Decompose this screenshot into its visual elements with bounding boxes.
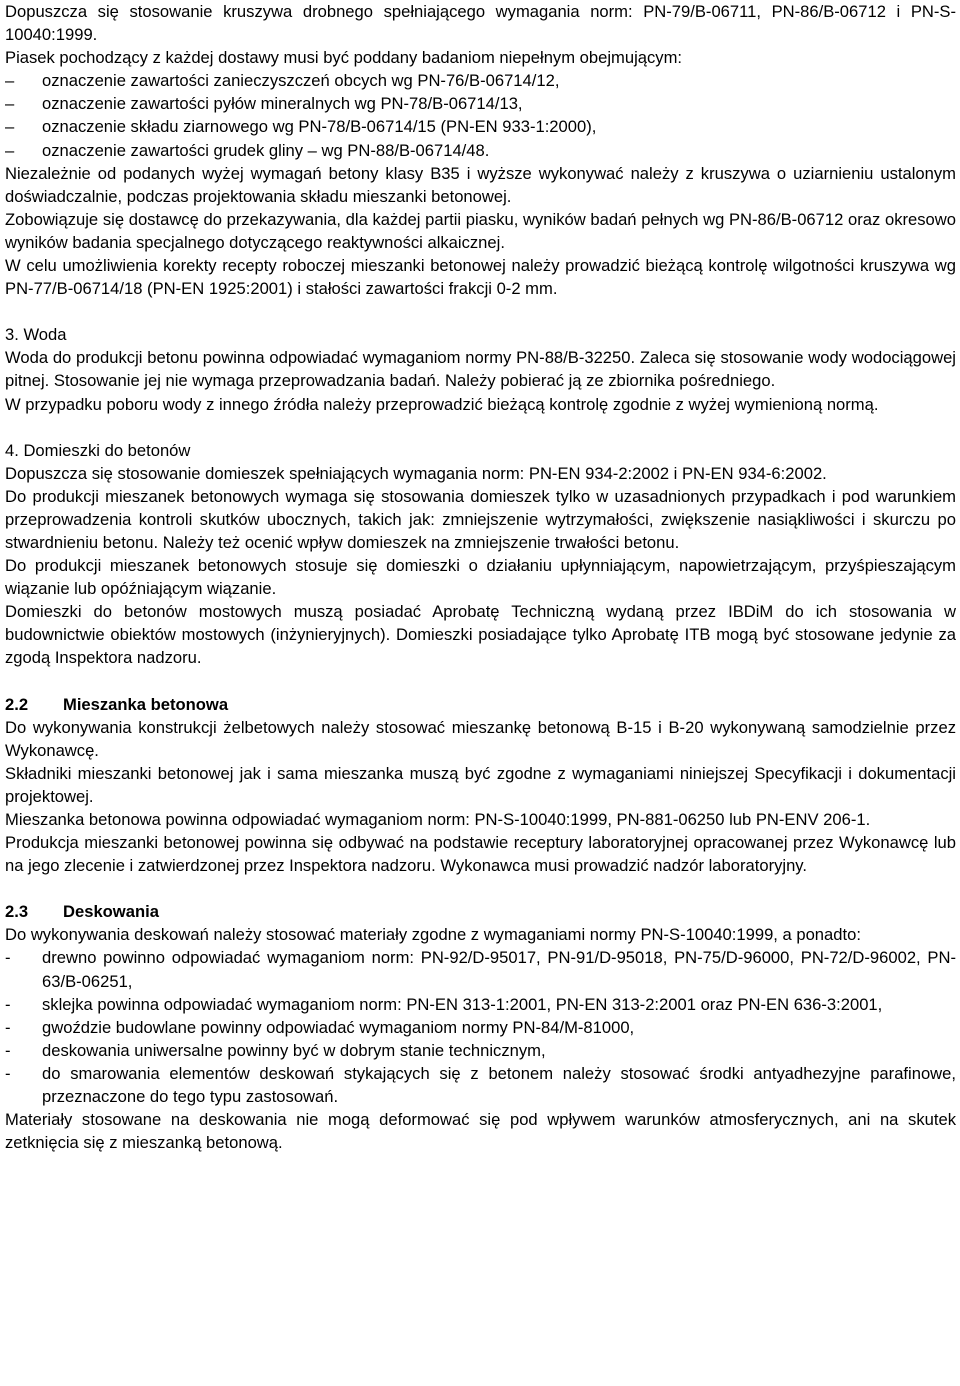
hyphen-bullet: - [5, 1063, 11, 1083]
list-item: - do smarowania elementów deskowań stykających się z betonem należy stosować środki antyadhezyjne parafinowe, przeznaczone do tego typu zastosowań. [5, 1063, 956, 1107]
paragraph-piasek-badania: Piasek pochodzący z każdej dostawy musi być poddany badaniom niepełnym obejmującym: [5, 48, 683, 68]
list-item: – oznaczenie składu ziarnowego wg PN-78/B-06714/15 (PN-EN 933-1:2000), [5, 115, 956, 138]
heading-domieszki: 4. Domieszki do betonów [5, 440, 191, 460]
spacer [5, 670, 956, 693]
list-item: - deskowania uniwersalne powinny być w dobrym stanie technicznym, [5, 1039, 956, 1062]
hyphen-bullet: - [5, 1017, 11, 1037]
paragraph-domieszki-typy: Do produkcji mieszanek betonowych stosuje się domieszki o działaniu upłynniającym, napowietrzającym, przyśpieszającym wiązanie lub opóźniającym wiązanie. [5, 556, 956, 599]
section-number: 2.2 [5, 694, 29, 714]
paragraph-deskowania-intro: Do wykonywania deskowań należy stosować materiały zgodne z wymaganiami normy PN-S-10040:1999, a ponadto: [5, 925, 861, 945]
spacer [5, 416, 956, 439]
paragraph-domieszki-norms: Dopuszcza się stosowanie domieszek spełniających wymagania norm: PN-EN 934-2:2002 i PN-EN 934-6:2002. [5, 463, 827, 483]
list-item: – oznaczenie zawartości grudek gliny – wg PN-88/B-06714/48. [5, 139, 956, 162]
paragraph-deskowania-warunki: Materiały stosowane na deskowania nie mogą deformować się pod wpływem warunków atmosferycznych, ani na skutek zetknięcia się z mieszanką betonową. [5, 1110, 956, 1153]
paragraph-kruszywo-norms: Dopuszcza się stosowanie kruszywa drobnego spełniającego wymagania norm: PN-79/B-06711, PN-86/B-06712 i PN-S-10040:1999. [5, 2, 956, 45]
hyphen-bullet: - [5, 948, 11, 968]
list-item: – oznaczenie zawartości pyłów mineralnych wg PN-78/B-06714/13, [5, 92, 956, 115]
section-heading-mieszanka [5, 693, 956, 716]
dash-list-badania [5, 69, 956, 161]
heading-woda: 3. Woda [5, 325, 67, 345]
hyphen-bullet: - [5, 994, 11, 1014]
section-title: Deskowania [63, 902, 159, 922]
paragraph-mieszanka-klasy: Do wykonywania konstrukcji żelbetowych należy stosować mieszankę betonową B-15 i B-20 wykonywaną samodzielnie przez Wykonawcę. [5, 717, 956, 760]
list-item: - drewno powinno odpowiadać wymaganiom norm: PN-92/D-95017, PN-91/D-95018, PN-75/D-96000, PN-72/D-96002, PN-63/B-06251, [5, 948, 956, 991]
list-item: - gwoździe budowlane powinny odpowiadać wymaganiom normy PN-84/M-81000, [5, 1016, 956, 1039]
paragraph-mieszanka-skladniki: Składniki mieszanki betonowej jak i sama mieszanka muszą być zgodne z wymaganiami niniejszej Specyfikacji i dokumentacji projektowej. [5, 763, 956, 806]
paragraph-domieszki-aprobata: Domieszki do betonów mostowych muszą posiadać Aprobatę Techniczną wydaną przez IBDiM do ich stosowania w budownictwie obiektów mostowych (inżynieryjnych). Domieszki posiadające tylko Aprobatę ITB mogą być stosowane jedynie za zgodą Inspektora nadzoru. [5, 602, 956, 668]
paragraph-woda-kontrola: W przypadku poboru wody z innego źródła należy przeprowadzić bieżącą kontrolę zgodnie z wyżej wymienioną normą. [5, 394, 879, 414]
dash-bullet: – [5, 117, 15, 137]
hyphen-bullet: - [5, 1040, 11, 1060]
dash-bullet: – [5, 140, 15, 160]
list-item: - sklejka powinna odpowiadać wymaganiom norm: PN-EN 313-1:2001, PN-EN 313-2:2001 oraz PN-EN 636-3:2001, [5, 993, 956, 1016]
dash-bullet: – [5, 71, 15, 91]
paragraph-mieszanka-normy: Mieszanka betonowa powinna odpowiadać wymaganiom norm: PN-S-10040:1999, PN-881-06250 lub PN-ENV 206-1. [5, 810, 871, 829]
list-item: – oznaczenie zawartości zanieczyszczeń obcych wg PN-76/B-06714/12, [5, 69, 956, 92]
section-title: Mieszanka betonowa [63, 694, 229, 714]
spacer [5, 300, 956, 323]
hyphen-list-materialy [5, 946, 956, 1108]
spacer [5, 877, 956, 900]
paragraph-dostawca: Zobowiązuje się dostawcę do przekazywania, dla każdej partii piasku, wyników badań pełnych wg PN-86/B-06712 oraz okresowo wyników badania specjalnego dotyczącego reaktywności alkaicznej. [5, 209, 956, 252]
dash-bullet: – [5, 94, 15, 114]
section-number: 2.3 [5, 902, 29, 922]
paragraph-domieszki-kontrola: Do produkcji mieszanek betonowych wymaga się stosowania domieszek tylko w uzasadnionych przypadkach i pod warunkiem przeprowadzenia kontroli skutków ubocznych, takich jak: zmniejszenie wytrzymałości, zwiększenie nasiąkliwości i skurczu po stwardnieniu betonu. Należy też ocenić wpływ domieszek na zmniejszenie trwałości betonu. [5, 486, 956, 552]
paragraph-mieszanka-receptura: Produkcja mieszanki betonowej powinna się odbywać na podstawie receptury laboratoryjnej opracowanej przez Wykonawcę lub na jego zlecenie i zatwierdzonej przez Inspektora nadzoru. Wykonawca musi prowadzić nadzór laboratoryjny. [5, 833, 956, 876]
paragraph-b35: Niezależnie od podanych wyżej wymagań betony klasy B35 i wyższe wykonywać należy z kruszywa o uziarnieniu ustalonym doświadczalnie, podczas projektowania składu mieszanki betonowej. [5, 163, 956, 206]
paragraph-woda-norma: Woda do produkcji betonu powinna odpowiadać wymaganiom normy PN-88/B-32250. Zaleca się stosowanie wody wodociągowej pitnej. Stosowanie jej nie wymaga przeprowadzania badań. Należy pobierać ją ze zbiornika pośredniego. [5, 348, 956, 391]
paragraph-wilgotnosc: W celu umożliwienia korekty recepty roboczej mieszanki betonowej należy prowadzić bieżącą kontrolę wilgotności kruszywa wg PN-77/B-06714/18 (PN-EN 1925:2001) i stałości zawartości frakcji 0-2 mm. [5, 256, 956, 299]
section-heading-deskowania [5, 900, 956, 923]
